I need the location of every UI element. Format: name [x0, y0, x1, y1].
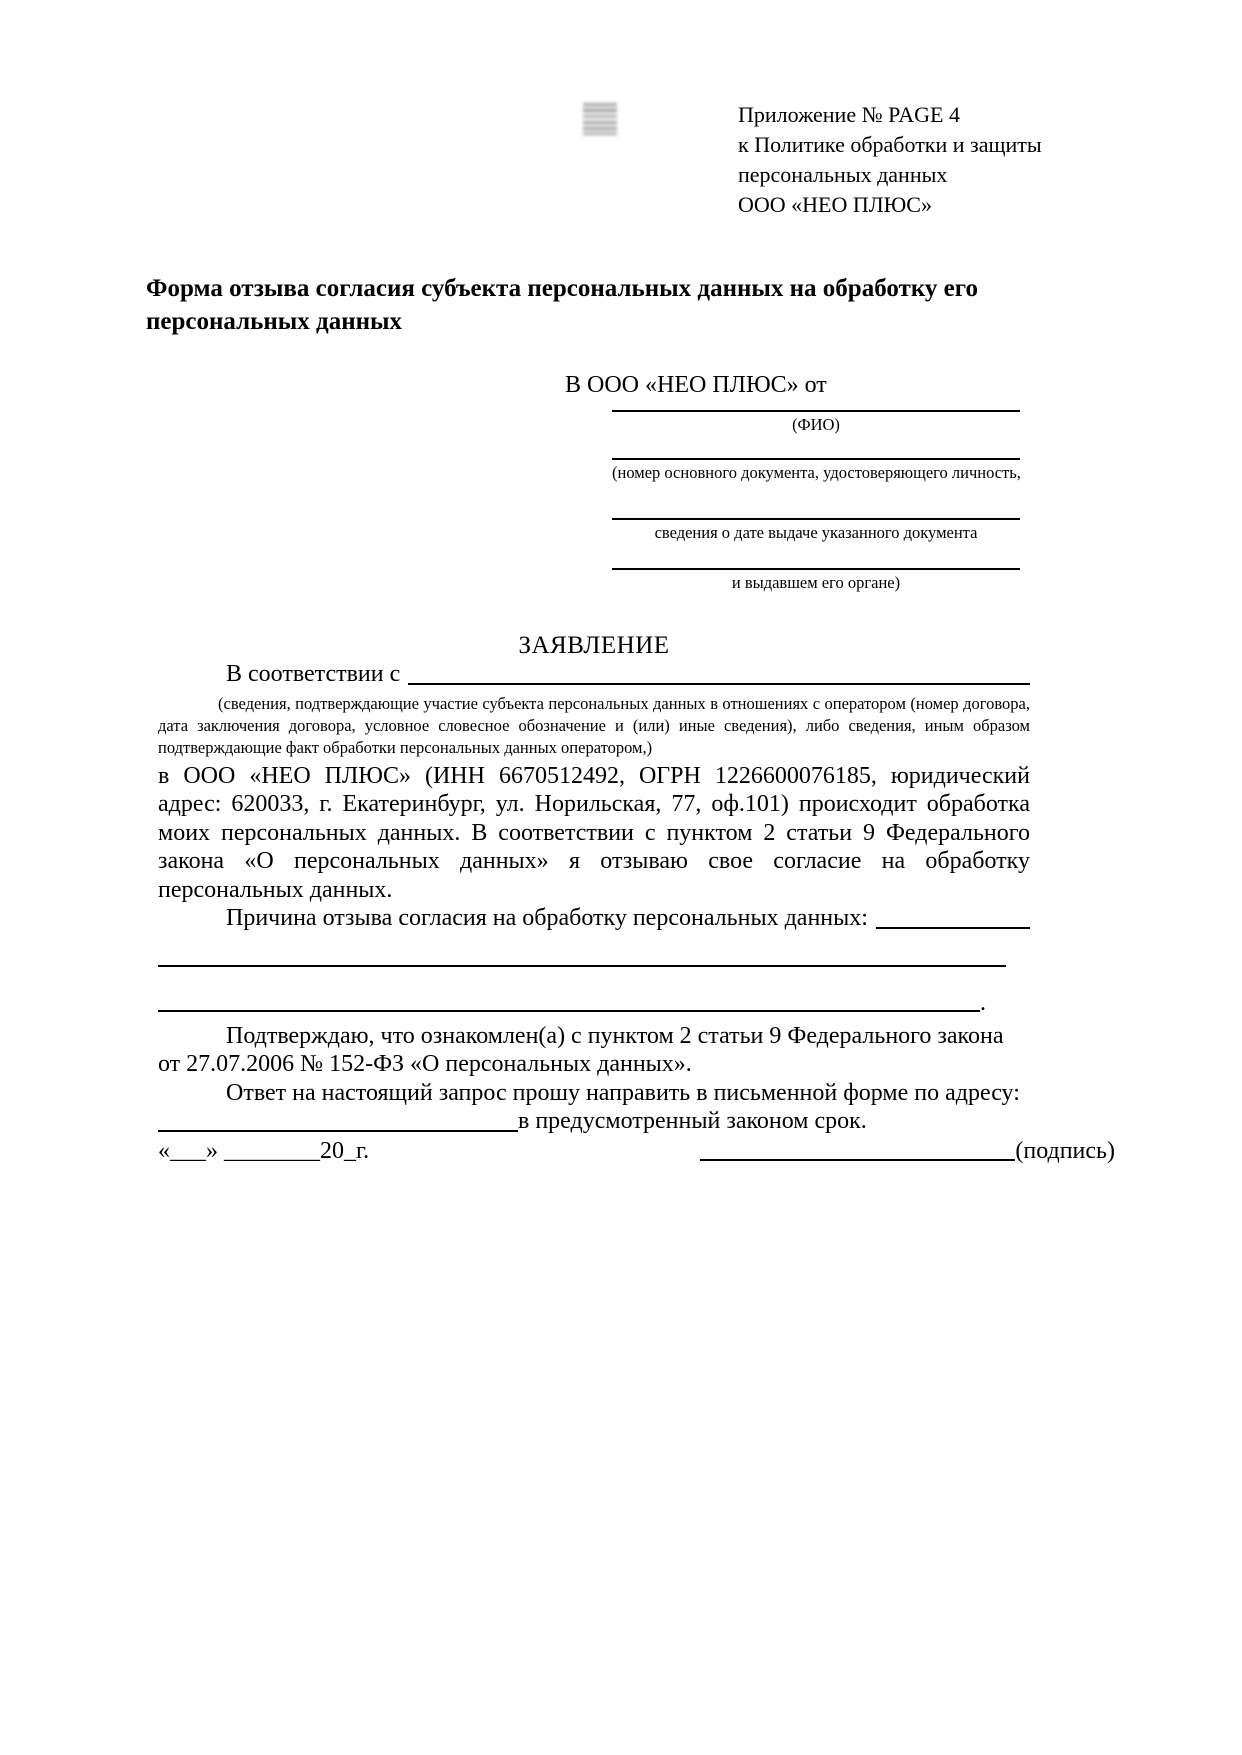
statement-body — [158, 660, 1030, 1136]
reply-request-text: Ответ на настоящий запрос прошу направить в письменной форме по адресу: — [226, 1079, 1020, 1106]
reason-extra-blank-line-2[interactable] — [158, 1010, 980, 1012]
date-blank-text[interactable]: «___» ________20_г. — [158, 1138, 370, 1164]
signature-blank-line[interactable] — [700, 1159, 1015, 1161]
fio-field-caption: (ФИО) — [792, 415, 840, 434]
issuing-authority-field-line[interactable] — [612, 568, 1020, 570]
document-number-field-caption: (номер основного документа, удостоверяющего личность, — [612, 463, 1021, 482]
accordance-prefix-text: В соответствии с — [226, 661, 401, 687]
main-paragraph: в ООО «НЕО ПЛЮС» (ИНН 6670512492, ОГРН 1226600076185, юридический адрес: 620033, г. Екатеринбург, ул. Норильская, 77, оф.101) происходит обработка моих персональных данных. В соответствии с пунктом 2 статьи 9 Федерального закона «О персональных данных» я отзываю свое согласие на обработку персональных данных. — [158, 762, 1030, 903]
addressee-to-line: В ООО «НЕО ПЛЮС» от — [565, 372, 827, 398]
issue-date-field-line[interactable] — [612, 518, 1020, 520]
signature-block — [158, 1138, 1115, 1165]
issuing-authority-field-caption: и выдавшем его органе) — [731, 573, 901, 592]
blank-line-terminator: . — [980, 989, 986, 1016]
reason-extra-blank-row-2 — [158, 989, 1030, 1016]
fio-field-line[interactable] — [612, 410, 1020, 412]
reason-prefix-text: Причина отзыва согласия на обработку персональных данных: — [226, 905, 868, 931]
footnote-text: (сведения, подтверждающие участие субъекта персональных данных в отношениях с оператором (номер договора, дата заключения договора, условное словесное обозначение и (или) иные сведения), либо сведения, иным образом подтверждающие факт обработки персональных данных оператором,) — [158, 693, 1030, 757]
statement-heading: ЗАЯВЛЕНИЕ — [518, 632, 670, 659]
reply-address-blank-line[interactable] — [158, 1130, 518, 1132]
reply-suffix-text: в предусмотренный законом срок. — [518, 1108, 867, 1134]
accordance-line — [158, 660, 1030, 689]
reason-line — [158, 904, 1030, 933]
reason-blank-line[interactable] — [876, 927, 1030, 929]
reply-address-line — [158, 1107, 1030, 1136]
header-line-policy-2: персональных данных — [738, 162, 948, 187]
header-line-appendix: Приложение № PAGE 4 — [738, 102, 960, 127]
document-title: Форма отзыва согласия субъекта персональных данных на обработку его персональных данных — [146, 275, 978, 335]
confirmation-paragraph: Подтверждаю, что ознакомлен(а) с пунктом 2 статьи 9 Федерального закона от 27.07.2006 № 152-ФЗ «О персональных данных». — [158, 1022, 1004, 1077]
header-line-company: ООО «НЕО ПЛЮС» — [738, 192, 932, 217]
signature-caption: (подпись) — [1015, 1138, 1115, 1164]
reason-extra-blank-line-1[interactable] — [158, 965, 1006, 967]
signature-group — [700, 1138, 1115, 1165]
header-appendix-block — [738, 100, 1042, 220]
field-code-mark-icon — [583, 103, 617, 135]
issue-date-field-caption: сведения о дате выдаче указанного документа — [654, 523, 978, 542]
document-number-field-line[interactable] — [612, 458, 1020, 460]
header-line-policy-1: к Политике обработки и защиты — [738, 132, 1042, 157]
accordance-blank-line[interactable] — [408, 683, 1030, 685]
